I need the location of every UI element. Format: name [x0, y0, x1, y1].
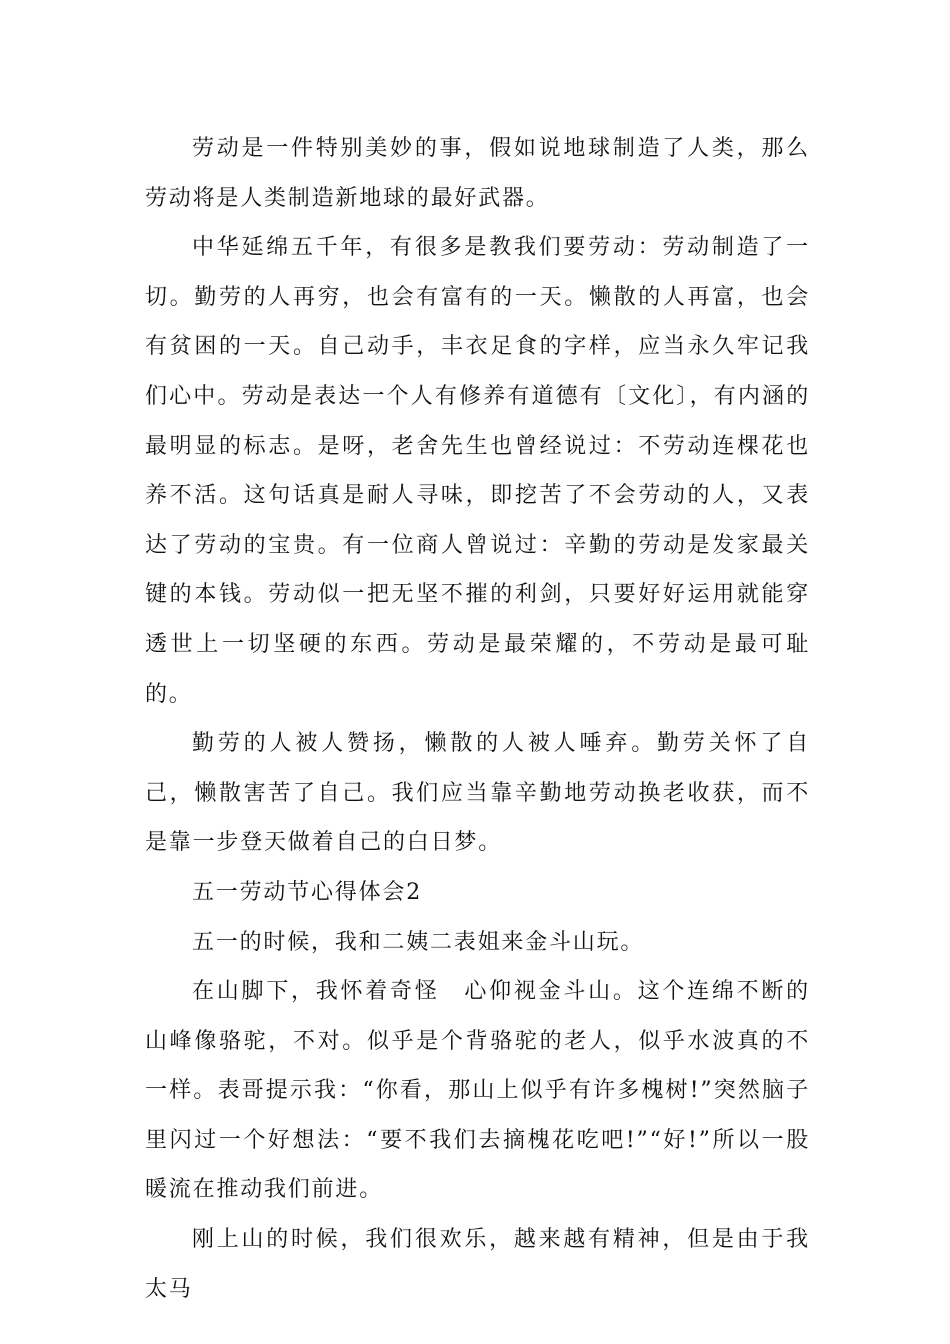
- paragraph: 勤劳的人被人赞扬，懒散的人被人唾弃。勤劳关怀了自己，懒散害苦了自己。我们应当靠辛勤地劳动换老收获，而不是靠一步登天做着自己的白日梦。: [145, 731, 810, 856]
- paragraph: 中华延绵五千年，有很多是教我们要劳动：劳动制造了一切。勤劳的人再穷，也会有富有的一天。懒散的人再富，也会有贫困的一天。自己动手，丰衣足食的字样，应当永久牢记我们心中。劳动是表达一个人有修养有道德有〔文化〕，有内涵的最明显的标志。是呀，老舍先生也曾经说过：不劳动连棵花也养不活。这句话真是耐人寻味，即挖苦了不会劳动的人，又表达了劳动的宝贵。有一位商人曾说过：辛勤的劳动是发家最关键的本钱。劳动似一把无坚不摧的利剑，只要好好运用就能穿透世上一切坚硬的东西。劳动是最荣耀的，不劳动是最可耻的。: [145, 235, 810, 707]
- document-body: [145, 124, 810, 1314]
- paragraph: 五一的时候，我和二姨二表姐来金斗山玩。: [192, 929, 645, 955]
- section-heading: 五一劳动节心得体会2: [192, 879, 422, 905]
- paragraph: 在山脚下，我怀着奇怪 心仰视金斗山。这个连绵不断的山峰像骆驼，不对。似乎是个背骆驼的老人，似乎水波真的不一样。表哥提示我：“你看，那山上似乎有许多槐树!”突然脑子里闪过一个好想法：“要不我们去摘槐花吃吧!”“好!”所以一股暖流在推动我们前进。: [145, 979, 810, 1203]
- paragraph: 刚上山的时候，我们很欢乐，越来越有精神，但是由于我太马: [145, 1227, 810, 1302]
- paragraph: 劳动是一件特别美妙的事，假如说地球制造了人类，那么劳动将是人类制造新地球的最好武器。: [145, 136, 810, 211]
